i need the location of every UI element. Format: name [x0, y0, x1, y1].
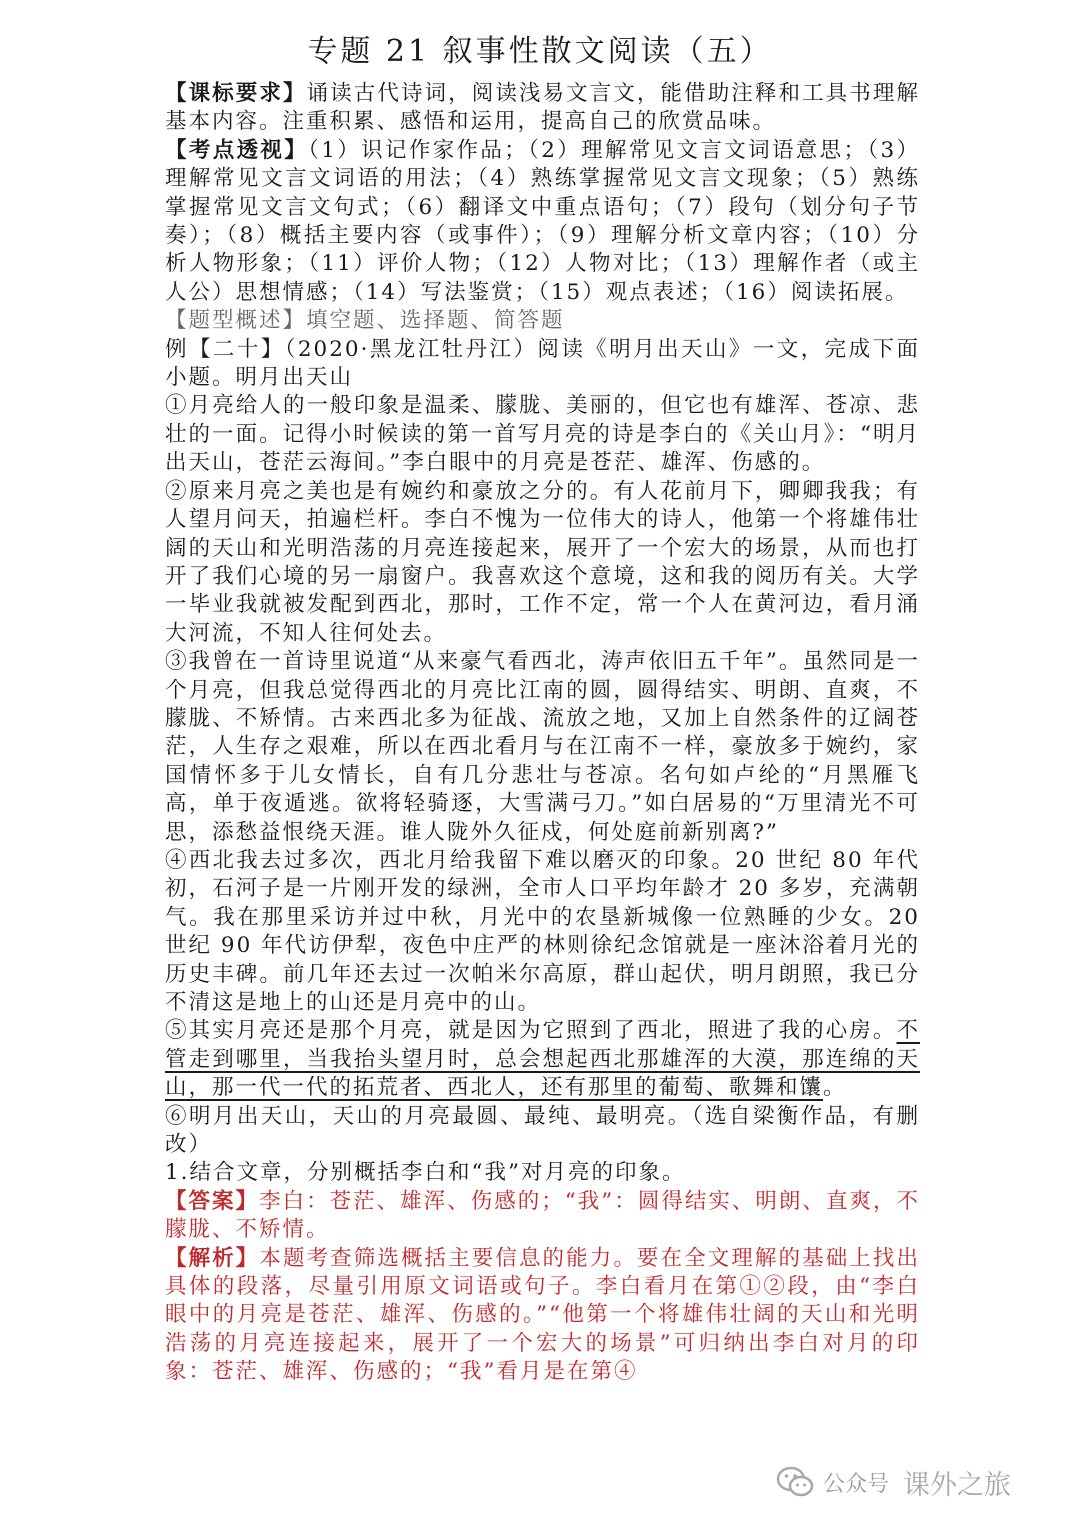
standard-section [165, 80, 920, 137]
focus-text: （1）识记作家作品；（2）理解常见文言文词语意思；（3）理解常见文言文词语的用法；（4）熟练掌握常见文言文现象；（5）熟练掌握常见文言文句式；（6）翻译文中重点语句；（7）段句（划分句子节奏）；（8）概括主要内容（或事件）；（9）理解分析文章内容；（10）分析人物形象；（11）评价人物；（12）人物对比；（13）理解作者（或主人公）思想情感；（14）写法鉴赏；（15）观点表述；（16）阅读拓展。 [165, 137, 920, 305]
paragraph-2: ②原来月亮之美也是有婉约和豪放之分的。有人花前月下，卿卿我我；有人望月问天，拍遍栏杆。李白不愧为一位伟大的诗人，他第一个将雄伟壮阔的天山和光明浩荡的月亮连接起来，展开了一个宏大的场景，从而也打开了我们心境的另一扇窗户。我喜欢这个意境，这和我的阅历有关。大学一毕业我就被发配到西北，那时，工作不定，常一个人在黄河边，看月涌大河流，不知人往何处去。 [165, 478, 920, 646]
focus-section [165, 137, 920, 307]
types-text: 填空题、选择题、简答题 [306, 308, 565, 334]
wechat-icon [775, 1462, 815, 1502]
types-label: 【题型概述】 [165, 308, 307, 334]
paragraph-4: ④西北我去过多次，西北月给我留下难以磨灭的印象。20 世纪 80 年代初，石河子是一片刚开发的绿洲，全市人口平均年龄才 20 多岁，充满朝气。我在那里采访并过中秋，月光中的农垦新城像一位熟睡的少女。20 世纪 90 年代访伊犁，夜色中庄严的林则徐纪念馆就是一座沐浴着月光的历史丰碑。前几年还去过一次帕米尔高原，群山起伏，明月朗照，我已分不清这是地上的山还是月亮中的山。 [165, 847, 920, 1015]
watermark-label: 公众号 [823, 1471, 890, 1497]
document-body [165, 80, 920, 1387]
analysis-text: 本题考查筛选概括主要信息的能力。要在全文理解的基础上找出具体的段落，尽量引用原文词语或句子。李白看月在第①②段，由“李白眼中的月亮是苍茫、雄浑、伤感的。”“他第一个将雄伟壮阔的天山和光明浩荡的月亮连接起来，展开了一个宏大的场景”可归纳出李白对月的印象：苍茫、雄浑、伤感的；“我”看月是在第④ [165, 1245, 920, 1385]
watermark-name: 课外之旅 [903, 1469, 1012, 1501]
answer-text: 李白：苍茫、雄浑、伤感的；“我”：圆得结实、明朗、直爽，不朦胧、不矫情。 [165, 1188, 920, 1243]
paragraph-5-start: ⑤其实月亮还是那个月亮，就是因为它照到了西北，照进了我的心房。 [165, 1018, 897, 1044]
paragraph-5 [165, 1017, 920, 1102]
paragraph-1: ①月亮给人的一般印象是温柔、朦胧、美丽的，但它也有雄浑、苍凉、悲壮的一面。记得小时候读的第一首写月亮的诗是李白的《关山月》：“明月出天山，苍茫云海间。”李白眼中的月亮是苍茫、雄浑、伤感的。 [165, 393, 920, 476]
focus-label: 【考点透视】 [165, 137, 309, 163]
analysis-label: 【解析】 [165, 1245, 260, 1271]
example-intro: 例【二十】（2020·黑龙江牡丹江）阅读《明月出天山》一文，完成下面小题。明月出天山 [165, 336, 920, 391]
standard-label: 【课标要求】 [165, 81, 307, 106]
standard-text: 诵读古代诗词，阅读浅易文言文，能借助注释和工具书理解基本内容。注重积累、感悟和运用，提高自己的欣赏品味。 [165, 81, 920, 135]
page-title: 专题 21 叙事性散文阅读（五） [307, 34, 773, 69]
watermark [775, 1460, 1011, 1504]
paragraph-5-end: 。 [823, 1075, 847, 1101]
analysis-section [165, 1245, 920, 1387]
answer-section [165, 1188, 920, 1245]
paragraph-6: ⑥明月出天山，天山的月亮最圆、最纯、最明亮。（选自梁衡作品，有删改） [165, 1103, 920, 1158]
question-1: 1.结合文章，分别概括李白和“我”对月亮的印象。 [165, 1160, 686, 1186]
answer-label: 【答案】 [165, 1188, 260, 1214]
paragraph-5-underlined: 不管走到哪里，当我抬头望月时，总会想起西北那雄浑的大漠，那连绵的天山，那一代一代的拓荒者、西北人，还有那里的葡萄、歌舞和馕 [165, 1018, 920, 1101]
types-section [165, 307, 920, 335]
paragraph-3: ③我曾在一首诗里说道“从来豪气看西北，涛声依旧五千年”。虽然同是一个月亮，但我总觉得西北的月亮比江南的圆，圆得结实、明朗、直爽，不朦胧、不矫情。古来西北多为征战、流放之地，又加上自然条件的辽阔苍茫，人生存之艰难，所以在西北看月与在江南不一样，豪放多于婉约，家国情怀多于儿女情长，自有几分悲壮与苍凉。名句如卢纶的“月黑雁飞高，单于夜遁逃。欲将轻骑逐，大雪满弓刀。”如白居易的“万里清光不可思，添愁益恨绕天涯。谁人陇外久征戍，何处庭前新别离?” [165, 649, 920, 845]
